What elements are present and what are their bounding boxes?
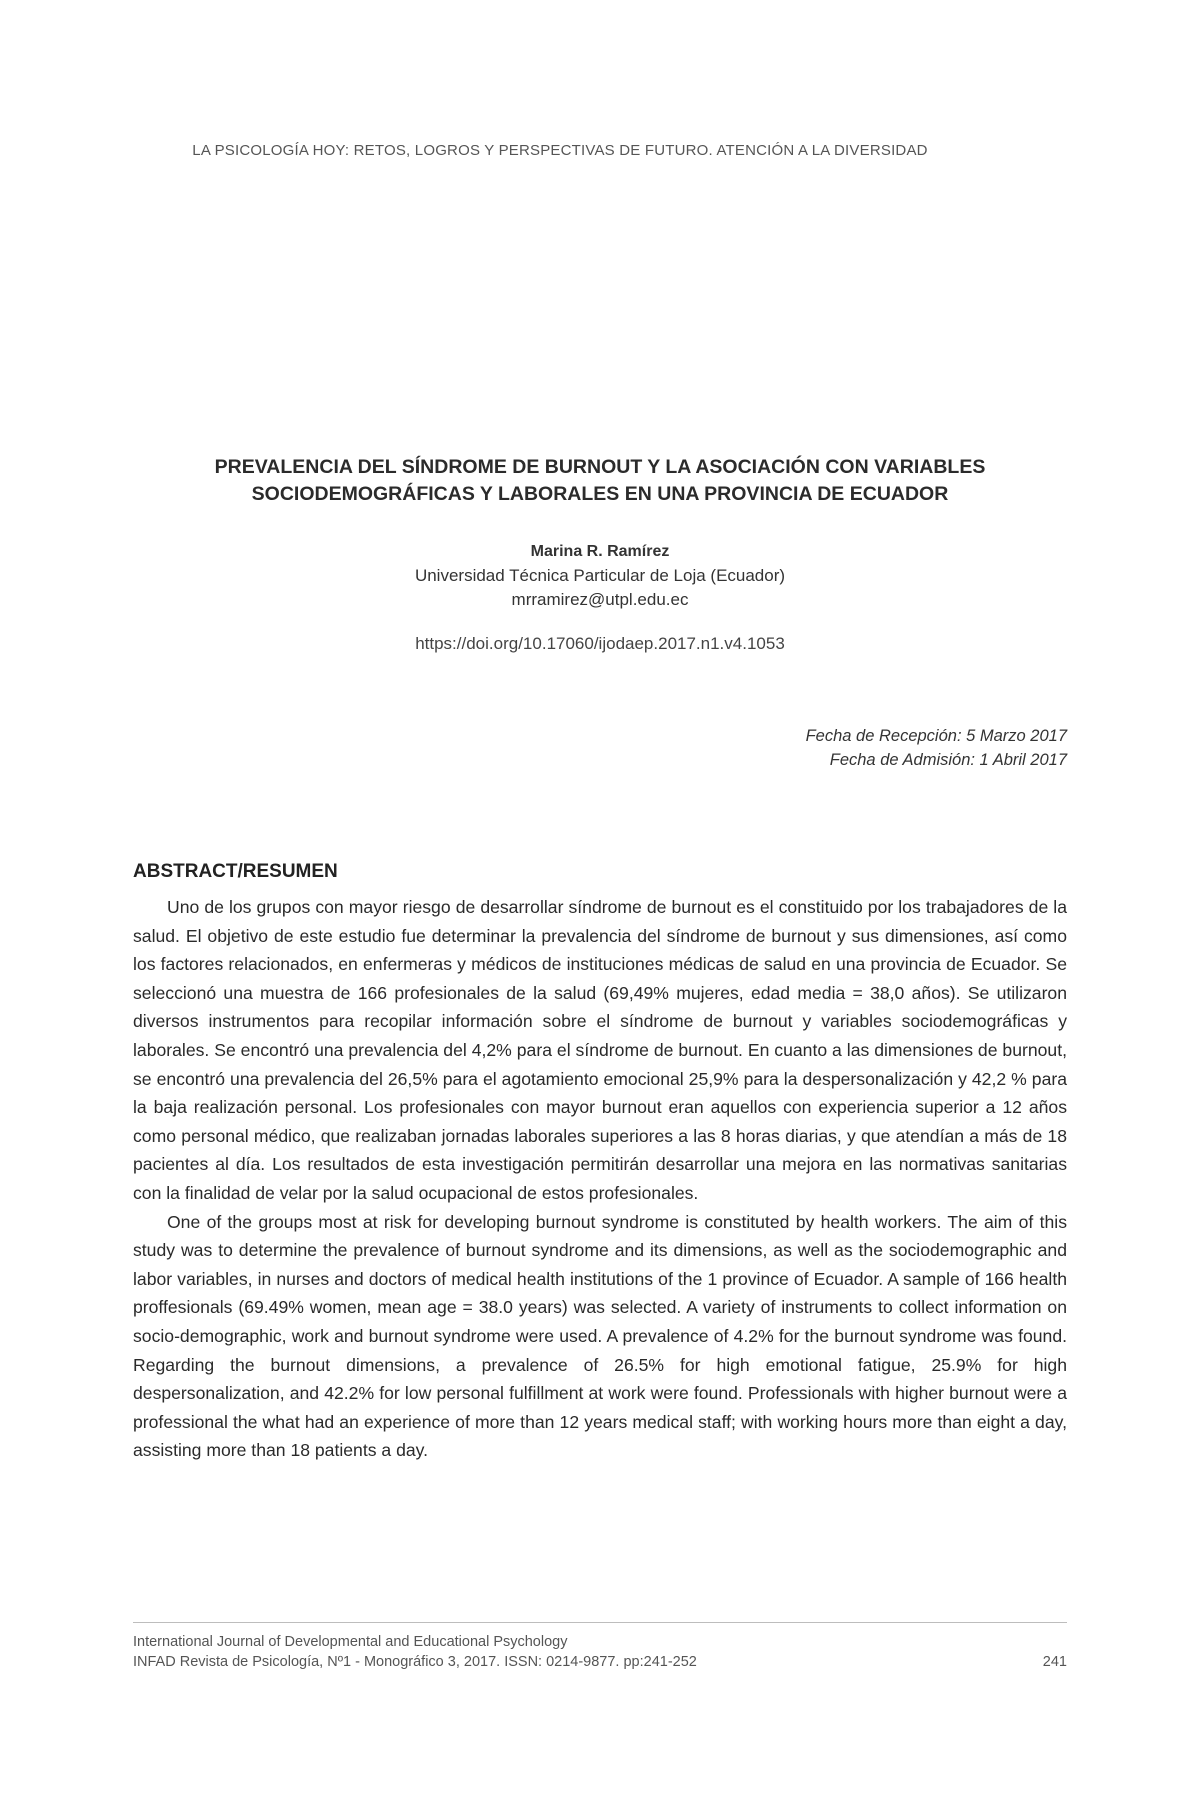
page-footer [133, 1632, 1067, 1672]
footer-journal: International Journal of Developmental and Educational Psychology [133, 1634, 568, 1650]
abstract-spanish-paragraph: Uno de los grupos con mayor riesgo de desarrollar síndrome de burnout es el constituido por los trabajadores de la salud. El objetivo de este estudio fue determinar la prevalencia del síndrome de burnout y sus dimensiones, así como los factores relacionados, en enfermeras y médicos de instituciones médicas de salud en una provincia de Ecuador. Se seleccionó una muestra de 166 profesionales de la salud (69,49% mujeres, edad media = 38,0 años). Se utilizaron diversos instrumentos para recopilar información sobre el síndrome de burnout y variables sociodemográficas y laborales. Se encontró una prevalencia del 4,2% para el síndrome de burnout. En cuanto a las dimensiones de burnout, se encontró una prevalencia del 26,5% para el agotamiento emocional 25,9% para la despersonalización y 42,2 % para la baja realización personal. Los profesionales con mayor burnout eran aquellos con experiencia superior a 12 años como personal médico, que realizaban jornadas laborales superiores a las 8 horas diarias, y que atendían a más de 18 pacientes al día. Los resultados de esta investigación permitirán desarrollar una mejora en las normativas sanitarias con la finalidad de velar por la salud ocupacional de estos profesionales. [133, 897, 1067, 1203]
footer-divider [133, 1622, 1067, 1623]
running-header: LA PSICOLOGÍA HOY: RETOS, LOGROS Y PERSPECTIVAS DE FUTURO. ATENCIÓN A LA DIVERSIDAD [192, 142, 928, 159]
abstract-english-paragraph: One of the groups most at risk for developing burnout syndrome is constituted by health workers. The aim of this study was to determine the prevalence of burnout syndrome and its dimensions, as well as the sociodemographic and labor variables, in nurses and doctors of medical health institutions of the 1 province of Ecuador. A sample of 166 health proffesionals (69.49% women, mean age = 38.0 years) was selected. A variety of instruments to collect information on socio-demographic, work and burnout syndrome were used. A prevalence of 4.2% for the burnout syndrome was found. Regarding the burnout dimensions, a prevalence of 26.5% for high emotional fatigue, 25.9% for high despersonalization, and 42.2% for low personal fulfillment at work were found. Professionals with higher burnout were a professional the what had an experience of more than 12 years medical staff; with working hours more than eight a day, assisting more than 18 patients a day. [133, 1211, 1067, 1461]
title-line-1: PREVALENCIA DEL SÍNDROME DE BURNOUT Y LA ASOCIACIÓN CON VARIABLES [214, 456, 986, 478]
abstract-heading: ABSTRACT/RESUMEN [133, 861, 338, 882]
date-admitted: Fecha de Admisión: 1 Abril 2017 [829, 751, 1067, 769]
page-number: 241 [1042, 1654, 1067, 1670]
title-line-2: SOCIODEMOGRÁFICAS Y LABORALES EN UNA PROVINCIA DE ECUADOR [251, 483, 949, 505]
author-block [0, 540, 1200, 656]
author-name: Marina R. Ramírez [530, 543, 670, 560]
footer-citation: INFAD Revista de Psicología, Nº1 - Monográfico 3, 2017. ISSN: 0214-9877. pp:241-252 [133, 1654, 697, 1670]
doi-link[interactable]: https://doi.org/10.17060/ijodaep.2017.n1.v4.1053 [415, 634, 785, 653]
submission-dates [806, 724, 1067, 772]
author-email[interactable]: mrramirez@utpl.edu.ec [511, 590, 689, 609]
abstract-body [133, 893, 1067, 1465]
author-affiliation: Universidad Técnica Particular de Loja (Ecuador) [414, 566, 786, 585]
date-received: Fecha de Recepción: 5 Marzo 2017 [805, 727, 1067, 745]
paper-title [180, 454, 1020, 508]
